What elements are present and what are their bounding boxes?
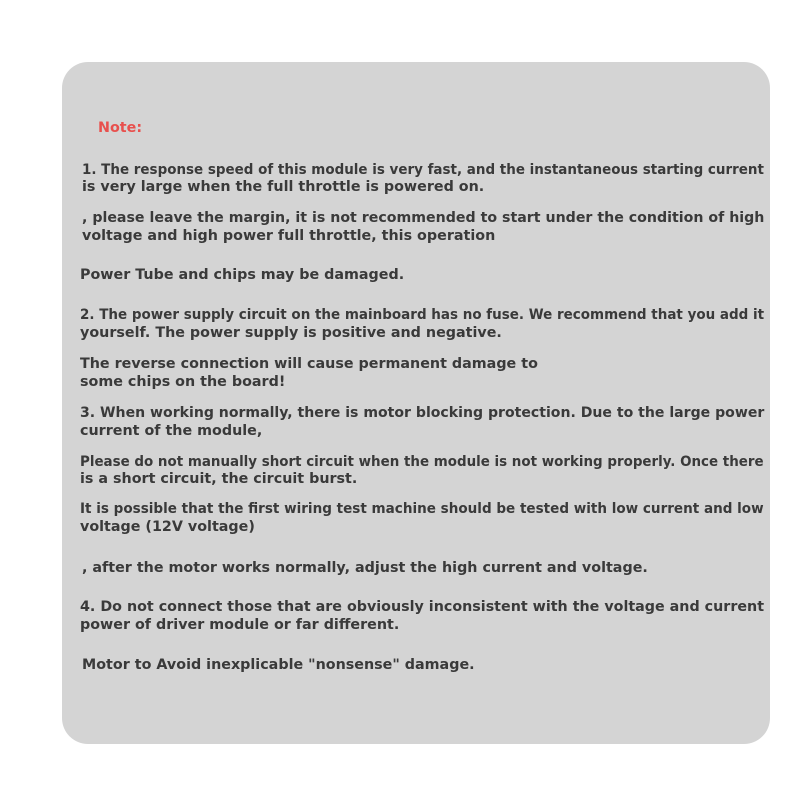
note-line: Power Tube and chips may be damaged.: [80, 267, 405, 283]
note-line: The reverse connection will cause permanent damage to: [80, 356, 538, 372]
note-line: voltage (12V voltage): [80, 519, 255, 535]
note-line: 3. When working normally, there is motor blocking protection. Due to the large power: [80, 405, 765, 421]
note-line: 4. Do not connect those that are obviously inconsistent with the voltage and current: [80, 599, 765, 615]
note-line: Please do not manually short circuit when the module is not working properly. Once there: [80, 454, 764, 470]
note-line: Motor to Avoid inexplicable "nonsense" damage.: [82, 657, 475, 673]
note-line: is very large when the full throttle is powered on.: [82, 179, 485, 195]
note-line: It is possible that the first wiring test machine should be tested with low current and low: [80, 501, 764, 517]
note-line: voltage and high power full throttle, this operation: [82, 228, 496, 244]
note-line: 2. The power supply circuit on the mainboard has no fuse. We recommend that you add it: [80, 307, 765, 323]
note-heading: Note:: [98, 120, 143, 136]
note-line: , please leave the margin, it is not recommended to start under the condition of high: [82, 210, 765, 226]
note-line: power of driver module or far different.: [80, 617, 400, 633]
note-line: , after the motor works normally, adjust the high current and voltage.: [82, 560, 648, 576]
note-line: 1. The response speed of this module is very fast, and the instantaneous starting current: [82, 162, 764, 178]
note-line: yourself. The power supply is positive and negative.: [80, 325, 502, 341]
note-line: current of the module,: [80, 423, 263, 439]
note-line: some chips on the board!: [80, 374, 286, 390]
note-line: is a short circuit, the circuit burst.: [80, 471, 358, 487]
